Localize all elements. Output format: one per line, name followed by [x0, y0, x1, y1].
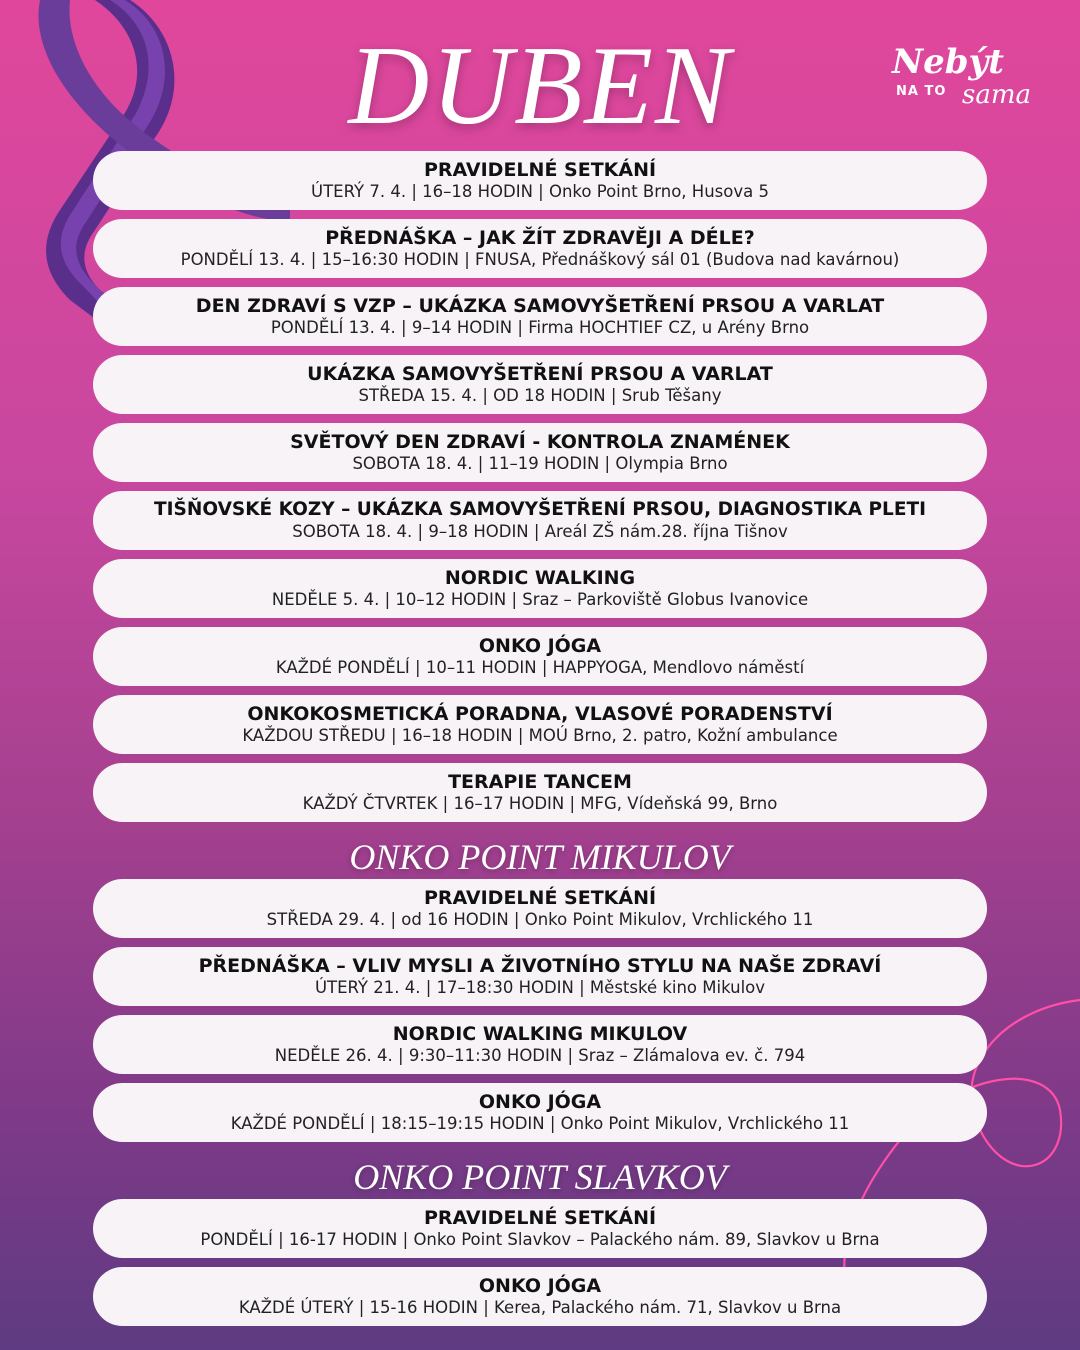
event-name: NORDIC WALKING MIKULOV	[392, 1023, 688, 1045]
event-name: PRAVIDELNÉ SETKÁNÍ	[423, 1207, 657, 1229]
event-name: SVĚTOVÝ DEN ZDRAVÍ - KONTROLA ZNAMÉNEK	[290, 431, 790, 453]
event-details: ÚTERÝ 21. 4. | 17–18:30 HODIN | Městské kino Mikulov	[314, 978, 766, 997]
event-name: PŘEDNÁŠKA – VLIV MYSLI A ŽIVOTNÍHO STYLU NA NAŠE ZDRAVÍ	[198, 955, 882, 977]
event-card	[93, 1015, 987, 1074]
event-details: PONDĚLÍ 13. 4. | 9–14 HODIN | Firma HOCHTIEF CZ, u Arény Brno	[270, 318, 810, 337]
event-details: PONDĚLÍ | 16-17 HODIN | Onko Point Slavkov – Palackého nám. 89, Slavkov u Brna	[200, 1230, 880, 1249]
event-card	[93, 219, 987, 278]
brno-event-list	[93, 151, 987, 831]
event-card	[93, 423, 987, 482]
event-details: KAŽDÉ PONDĚLÍ | 10–11 HODIN | HAPPYOGA, Mendlovo náměstí	[275, 658, 805, 677]
nebyt-na-to-sama-logo: Nebýt NA TO sama	[892, 42, 1031, 110]
page-title: DUBEN	[348, 24, 732, 148]
section-heading-mikulov: ONKO POINT MIKULOV	[349, 837, 731, 877]
event-card	[93, 627, 987, 686]
event-details: STŘEDA 15. 4. | OD 18 HODIN | Srub Těšany	[358, 386, 722, 405]
slavkov-event-list	[93, 1199, 987, 1335]
event-details: KAŽDOU STŘEDU | 16–18 HODIN | MOÚ Brno, 2. patro, Kožní ambulance	[242, 726, 838, 745]
event-name: TERAPIE TANCEM	[448, 771, 632, 793]
event-name: ONKO JÓGA	[478, 1275, 602, 1297]
event-details: SOBOTA 18. 4. | 11–19 HODIN | Olympia Brno	[352, 454, 728, 473]
event-name: PŘEDNÁŠKA – JAK ŽÍT ZDRAVĚJI A DÉLE?	[325, 227, 755, 249]
event-card	[93, 1083, 987, 1142]
event-card	[93, 151, 987, 210]
event-name: PRAVIDELNÉ SETKÁNÍ	[423, 159, 657, 181]
event-details: PONDĚLÍ 13. 4. | 15–16:30 HODIN | FNUSA, Přednáškový sál 01 (Budova nad kavárnou)	[180, 250, 900, 269]
event-details: KAŽDÉ PONDĚLÍ | 18:15–19:15 HODIN | Onko Point Mikulov, Vrchlického 11	[230, 1114, 850, 1133]
event-card	[93, 559, 987, 618]
event-details: NEDĚLE 5. 4. | 10–12 HODIN | Sraz – Parkoviště Globus Ivanovice	[271, 590, 809, 609]
section-heading-slavkov: ONKO POINT SLAVKOV	[353, 1157, 727, 1197]
event-card	[93, 947, 987, 1006]
event-details: SOBOTA 18. 4. | 9–18 HODIN | Areál ZŠ nám.28. října Tišnov	[292, 522, 788, 541]
event-name: NORDIC WALKING	[444, 567, 636, 589]
event-card	[93, 491, 987, 550]
event-card	[93, 695, 987, 754]
event-details: ÚTERÝ 7. 4. | 16–18 HODIN | Onko Point Brno, Husova 5	[311, 182, 769, 201]
event-card	[93, 287, 987, 346]
event-name: UKÁZKA SAMOVYŠETŘENÍ PRSOU A VARLAT	[307, 363, 773, 385]
event-card	[93, 879, 987, 938]
mikulov-event-list	[93, 879, 987, 1151]
event-name: ONKO JÓGA	[478, 1091, 602, 1113]
event-name: ONKOKOSMETICKÁ PORADNA, VLASOVÉ PORADENSTVÍ	[247, 703, 833, 725]
event-name: DEN ZDRAVÍ S VZP – UKÁZKA SAMOVYŠETŘENÍ PRSOU A VARLAT	[195, 295, 885, 317]
event-card	[93, 763, 987, 822]
event-details: KAŽDÝ ČTVRTEK | 16–17 HODIN | MFG, Vídeňská 99, Brno	[302, 794, 778, 813]
event-card	[93, 1199, 987, 1258]
event-card	[93, 1267, 987, 1326]
event-name: ONKO JÓGA	[478, 635, 602, 657]
event-card	[93, 355, 987, 414]
event-details: NEDĚLE 26. 4. | 9:30–11:30 HODIN | Sraz – Zlámalova ev. č. 794	[274, 1046, 806, 1065]
event-details: STŘEDA 29. 4. | od 16 HODIN | Onko Point Mikulov, Vrchlického 11	[266, 910, 814, 929]
event-details: KAŽDÉ ÚTERÝ | 15-16 HODIN | Kerea, Palackého nám. 71, Slavkov u Brna	[238, 1298, 842, 1317]
event-name: PRAVIDELNÉ SETKÁNÍ	[423, 887, 657, 909]
event-name: TIŠŇOVSKÉ KOZY – UKÁZKA SAMOVYŠETŘENÍ PRSOU, DIAGNOSTIKA PLETI	[154, 499, 926, 520]
